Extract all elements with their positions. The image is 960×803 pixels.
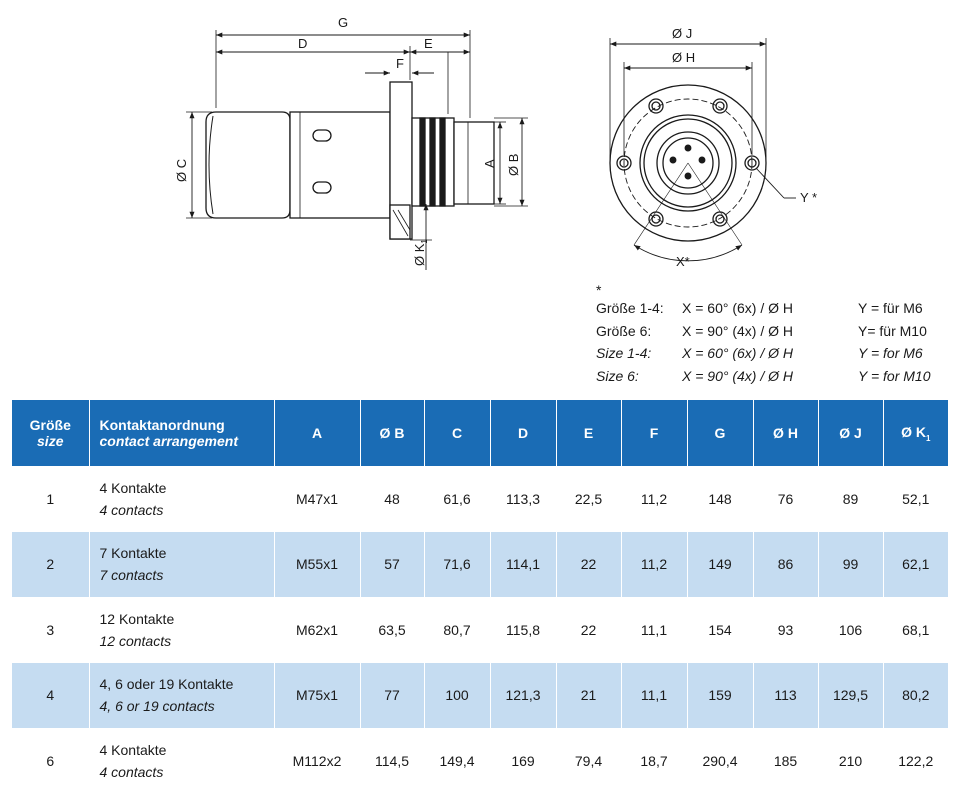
- cell-size: 1: [12, 466, 89, 532]
- cell-g: 149: [687, 532, 753, 598]
- cell-h: 86: [753, 532, 818, 598]
- cell-size: 2: [12, 532, 89, 598]
- label-k-sub: 1: [420, 239, 429, 244]
- header-g: G: [687, 400, 753, 466]
- header-d: D: [490, 400, 556, 466]
- cell-a: M55x1: [274, 532, 360, 598]
- cell-e: 22,5: [556, 466, 621, 532]
- contact-1: [685, 145, 691, 151]
- label-b: Ø B: [506, 153, 521, 176]
- screw-hole-upper: [313, 130, 331, 141]
- cell-c: 100: [424, 663, 490, 729]
- header-a: A: [274, 400, 360, 466]
- cell-h: 185: [753, 728, 818, 794]
- table-row: [12, 663, 948, 729]
- cell-f: 11,2: [621, 466, 687, 532]
- o-ring-3: [440, 118, 445, 206]
- table-row: [12, 728, 948, 794]
- header-c: C: [424, 400, 490, 466]
- cell-b: 57: [360, 532, 424, 598]
- table-header-row: [12, 400, 948, 466]
- cell-e: 22: [556, 532, 621, 598]
- header-e: E: [556, 400, 621, 466]
- front-view: [610, 38, 796, 261]
- cell-arrangement: 12 Kontakte 12 contacts: [89, 597, 274, 663]
- side-view: [186, 30, 528, 270]
- header-b: Ø B: [360, 400, 424, 466]
- cell-b: 48: [360, 466, 424, 532]
- o-ring-2: [430, 118, 435, 206]
- cell-k1: 80,2: [883, 663, 948, 729]
- cell-f: 11,1: [621, 663, 687, 729]
- cell-b: 77: [360, 663, 424, 729]
- cell-j: 210: [818, 728, 883, 794]
- note-row: Size 1-4: X = 60° (6x) / Ø H Y = for M6: [596, 345, 923, 361]
- header-size: Größe size: [12, 400, 89, 466]
- cell-e: 22: [556, 597, 621, 663]
- cell-arrangement: 4 Kontakte 4 contacts: [89, 728, 274, 794]
- cell-k1: 122,2: [898, 752, 934, 769]
- cell-d: 169: [490, 728, 556, 794]
- label-d: D: [298, 36, 308, 51]
- o-ring-1: [420, 118, 425, 206]
- rear-cap: [206, 112, 290, 218]
- cell-arrangement: 7 Kontakte 7 contacts: [89, 532, 274, 598]
- contact-2: [670, 157, 676, 163]
- cell-e: 21: [556, 663, 621, 729]
- cell-h: 76: [753, 466, 818, 532]
- cell-size: 6: [12, 728, 89, 794]
- cell-e: 79,4: [556, 728, 621, 794]
- cell-c: 149,4: [424, 728, 490, 794]
- label-f: F: [396, 56, 404, 71]
- cell-g: 159: [687, 663, 753, 729]
- cell-d: 121,3: [490, 663, 556, 729]
- cell-arrangement: 4, 6 oder 19 Kontakte 4, 6 or 19 contacts: [89, 663, 274, 729]
- cell-j: 99: [818, 532, 883, 598]
- cell-c: 80,7: [424, 597, 490, 663]
- table-row: [12, 466, 948, 532]
- header-contact-arrangement: Kontaktanordnung contact arrangement: [89, 400, 274, 466]
- cell-j: 129,5: [818, 663, 883, 729]
- cell-b: 63,5: [360, 597, 424, 663]
- cell-h: 113: [753, 663, 818, 729]
- cell-j: 106: [818, 597, 883, 663]
- cell-c: 71,6: [424, 532, 490, 598]
- cell-f: 11,2: [621, 532, 687, 598]
- cell-d: 114,1: [490, 532, 556, 598]
- cell-d: 115,8: [490, 597, 556, 663]
- table-row: [12, 532, 948, 598]
- cell-f: 11,1: [621, 597, 687, 663]
- cell-g: 154: [687, 597, 753, 663]
- cell-k1: 62,1: [883, 532, 948, 598]
- header-h: Ø H: [753, 400, 818, 466]
- cell-d: 113,3: [490, 466, 556, 532]
- label-a: A: [482, 159, 497, 168]
- cell-c: 61,6: [424, 466, 490, 532]
- label-x: X*: [676, 254, 690, 269]
- cell-arrangement: 4 Kontakte 4 contacts: [89, 466, 274, 532]
- cell-a: M112x2: [274, 728, 360, 794]
- cell-k1: 68,1: [902, 621, 930, 638]
- cell-size: 3: [12, 597, 89, 663]
- cell-h: 93: [753, 597, 818, 663]
- header-k1: Ø $K_1$: [883, 400, 948, 466]
- label-e: E: [424, 36, 433, 51]
- notes-asterisk: *: [596, 282, 602, 298]
- label-j: Ø J: [672, 26, 693, 41]
- label-h: Ø H: [672, 50, 696, 65]
- cell-a: M62x1: [274, 597, 360, 663]
- screw-hole-lower: [313, 182, 331, 193]
- note-row: Size 6: X = 90° (4x) / Ø H Y = for M10: [596, 367, 931, 384]
- cell-k1: 52,1: [902, 490, 930, 507]
- body: [290, 112, 390, 218]
- dimensions-table: [12, 400, 948, 794]
- technical-drawing: [0, 0, 960, 398]
- cell-size: 4: [12, 663, 89, 729]
- label-c: Ø C: [174, 158, 189, 182]
- note-row: Größe 1-4: X = 60° (6x) / Ø H Y = für M6: [596, 300, 923, 316]
- cell-g: 148: [687, 466, 753, 532]
- cell-b: 114,5: [360, 728, 424, 794]
- table-row: [12, 597, 948, 663]
- label-k: Ø $K_1$: [412, 239, 429, 266]
- notes-block: [596, 283, 956, 387]
- contact-4: [685, 173, 691, 179]
- cell-j: 89: [818, 466, 883, 532]
- label-g: G: [338, 15, 349, 30]
- cell-g: 290,4: [687, 728, 753, 794]
- note-row: Größe 6: X = 90° (4x) / Ø H Y= für M10: [596, 322, 927, 339]
- cell-a: M47x1: [274, 466, 360, 532]
- contact-3: [699, 157, 705, 163]
- header-f: F: [621, 400, 687, 466]
- cell-a: M75x1: [274, 663, 360, 729]
- cell-f: 18,7: [621, 728, 687, 794]
- label-y: Y *: [800, 190, 818, 205]
- header-j: Ø J: [818, 400, 883, 466]
